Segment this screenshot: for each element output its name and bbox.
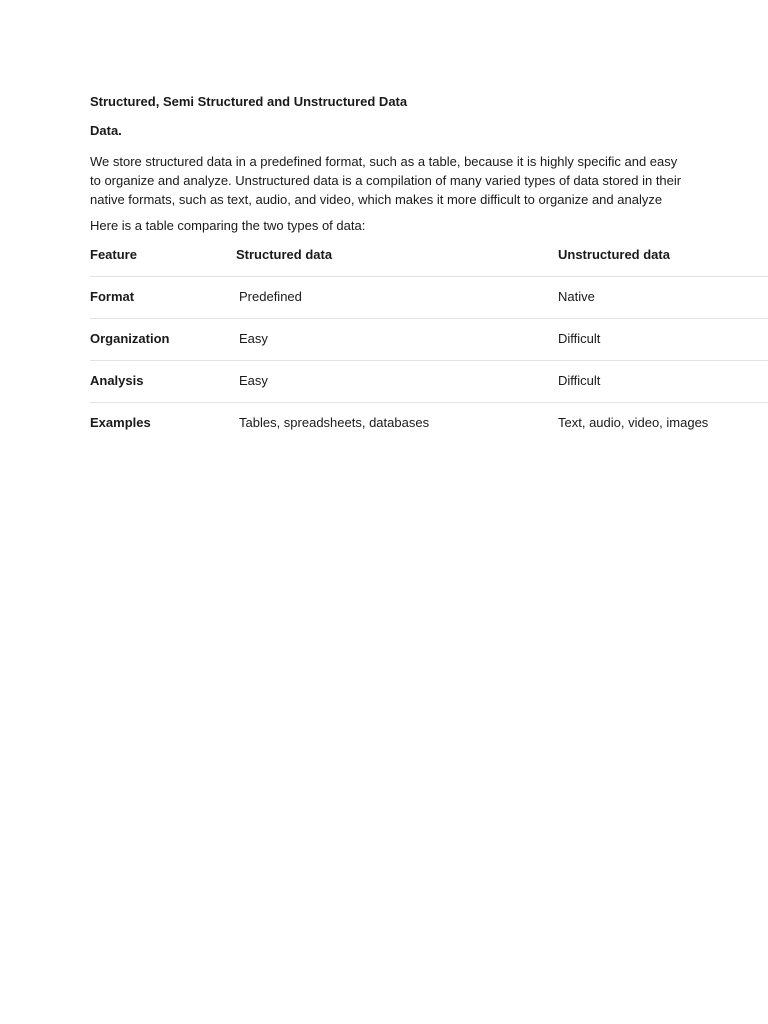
- row-feature: Format: [90, 289, 135, 304]
- body-paragraph: We store structured data in a predefined format, such as a table, because it is highly specific and easy to organize and analyze. Unstructured data is a compilation of many varied types of data stored in their native formats, such as text, audio, and video, which makes it more difficult to organize and analyze: [90, 154, 682, 207]
- header-feature: Feature: [90, 247, 137, 262]
- row-unstructured-value: Difficult: [558, 331, 601, 346]
- table-intro: Here is a table comparing the two types of data:: [90, 218, 366, 233]
- table-row: [90, 277, 768, 319]
- row-structured-value: Predefined: [239, 289, 302, 304]
- document-title: Structured, Semi Structured and Unstructured Data: [90, 94, 408, 109]
- row-feature: Examples: [90, 415, 151, 430]
- row-feature: Analysis: [90, 373, 144, 388]
- row-structured-value: Easy: [239, 331, 268, 346]
- row-unstructured-value: Text, audio, video, images: [558, 415, 709, 430]
- table-header-row: [90, 235, 768, 277]
- row-structured-value: Easy: [239, 373, 268, 388]
- row-unstructured-value: Native: [558, 289, 595, 304]
- table-row: [90, 403, 768, 444]
- row-unstructured-value: Difficult: [558, 373, 601, 388]
- table-row: [90, 319, 768, 361]
- header-unstructured: Unstructured data: [558, 247, 670, 262]
- row-feature: Organization: [90, 331, 170, 346]
- header-structured: Structured data: [236, 247, 333, 262]
- row-structured-value: Tables, spreadsheets, databases: [239, 415, 430, 430]
- table-row: [90, 361, 768, 403]
- comparison-table: [90, 235, 768, 444]
- document-subtitle: Data.: [90, 123, 122, 138]
